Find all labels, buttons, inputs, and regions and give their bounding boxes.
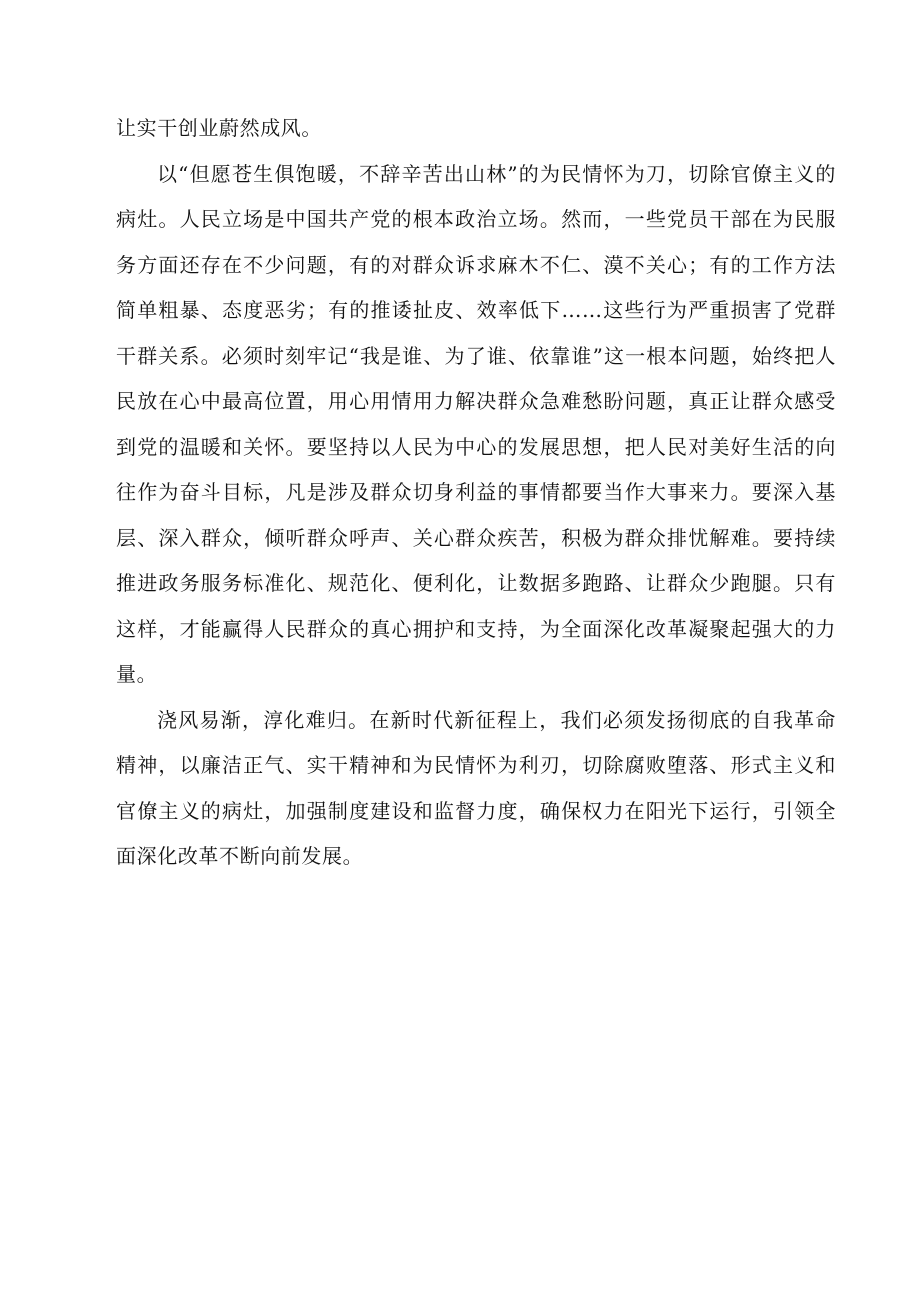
document-page [116,106,836,880]
paragraph-people-stance: 以“但愿苍生俱饱暖，不辞辛苦出山林”的为民情怀为刀，切除官僚主义的病灶。人民立场是中国共产党的根本政治立场。然而，一些党员干部在为民服务方面还存在不少问题，有的对群众诉求麻木不仁、漠不关心；有的工作方法简单粗暴、态度恶劣；有的推诿扯皮、效率低下……这些行为严重损害了党群干群关系。必须时刻牢记“我是谁、为了谁、依靠谁”这一根本问题，始终把人民放在心中最高位置，用心用情用力解决群众急难愁盼问题，真正让群众感受到党的温暖和关怀。要坚持以人民为中心的发展思想，把人民对美好生活的向往作为奋斗目标，凡是涉及群众切身利益的事情都要当作大事来力。要深入基层、深入群众，倾听群众呼声、关心群众疾苦，积极为群众排忧解难。要持续推进政务服务标准化、规范化、便利化，让数据多跑路、让群众少跑腿。只有这样，才能赢得人民群众的真心拥护和支持，为全面深化改革凝聚起强大的力量。 [116,161,836,686]
paragraph-continuation: 让实干创业蔚然成风。 [116,116,322,140]
paragraph-conclusion: 浇风易渐，淳化难归。在新时代新征程上，我们必须发扬彻底的自我革命精神，以廉洁正气、实干精神和为民情怀为利刃，切除腐败堕落、形式主义和官僚主义的病灶，加强制度建设和监督力度，确保权力在阳光下运行，引领全面深化改革不断向前发展。 [116,707,836,868]
